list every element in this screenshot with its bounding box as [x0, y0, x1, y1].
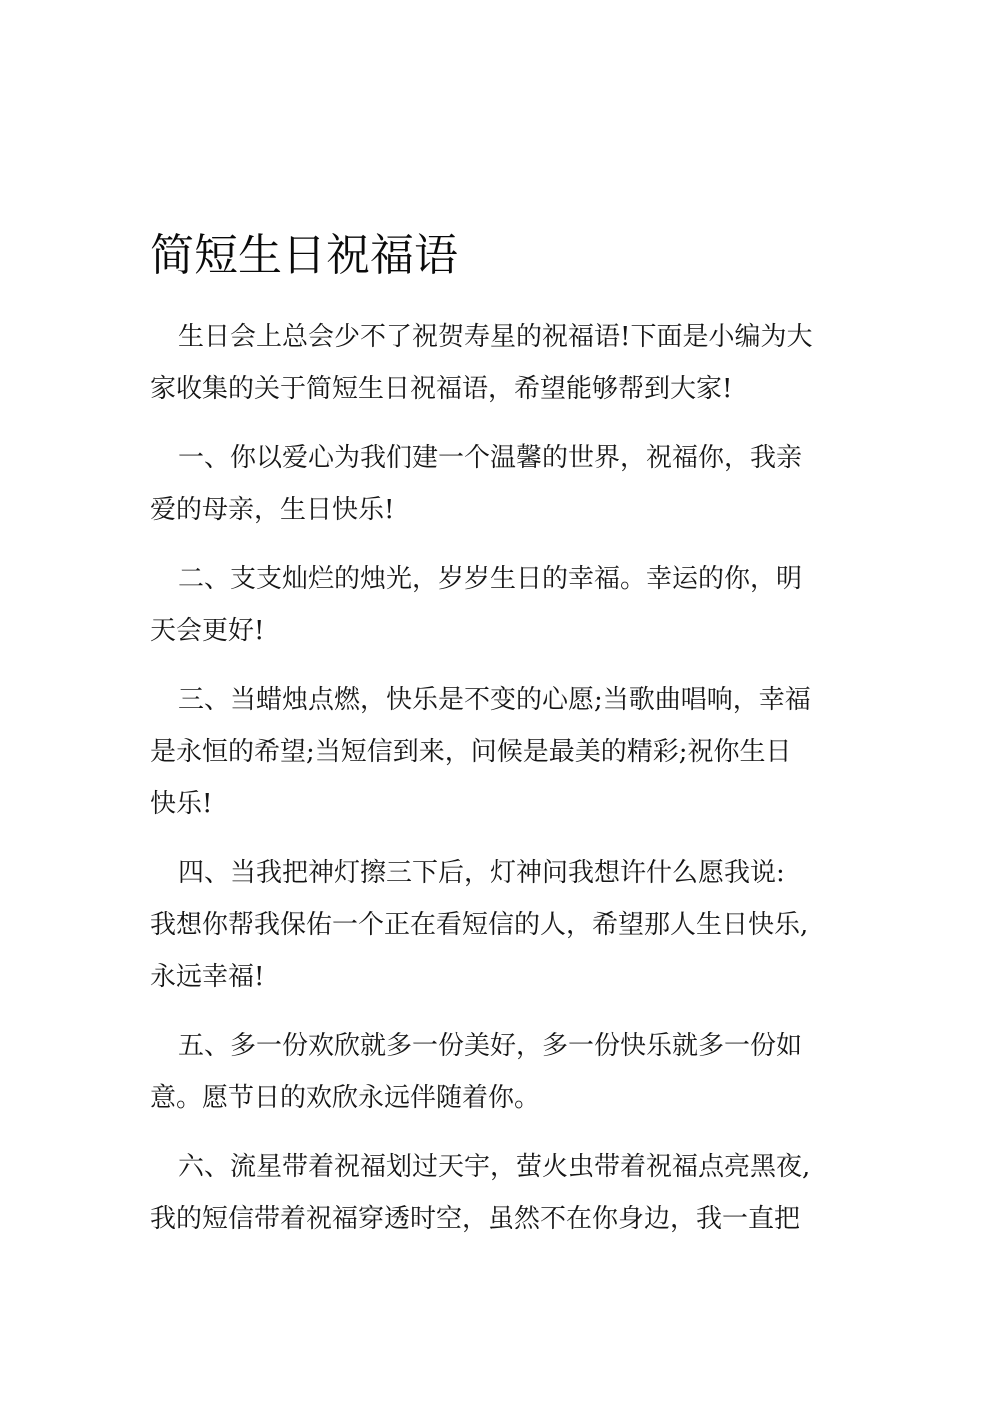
- paragraph-line: 五、多一份欢欣就多一份美好，多一份快乐就多一份如: [178, 1031, 803, 1061]
- paragraph-line: 意。愿节日的欢欣永远伴随着你。: [150, 1083, 541, 1113]
- paragraph-line: 生日会上总会少不了祝贺寿星的祝福语!下面是小编为大: [178, 322, 813, 352]
- paragraph-line: 一、你以爱心为我们建一个温馨的世界，祝福你，我亲: [178, 443, 803, 473]
- paragraph-line: 六、流星带着祝福划过天宇，萤火虫带着祝福点亮黑夜,: [178, 1152, 811, 1182]
- paragraph-line: 我想你帮我保佑一个正在看短信的人，希望那人生日快乐,: [150, 910, 809, 940]
- paragraph-line: 二、支支灿烂的烛光，岁岁生日的幸福。幸运的你，明: [178, 564, 803, 594]
- paragraph-line: 我的短信带着祝福穿透时空，虽然不在你身边，我一直把: [150, 1204, 801, 1234]
- paragraph-line: 是永恒的希望;当短信到来，问候是最美的精彩;祝你生日: [150, 737, 792, 767]
- paragraph-line: 快乐!: [150, 789, 213, 819]
- document-title: 简短生日祝福语: [150, 230, 458, 281]
- paragraph-line: 爱的母亲，生日快乐!: [150, 495, 395, 525]
- paragraph-line: 天会更好!: [150, 616, 265, 646]
- paragraph-line: 四、当我把神灯擦三下后，灯神问我想许什么愿我说:: [178, 858, 785, 888]
- paragraph-line: 三、当蜡烛点燃，快乐是不变的心愿;当歌曲唱响，幸福: [178, 685, 811, 715]
- paragraph-line: 家收集的关于简短生日祝福语，希望能够帮到大家!: [150, 374, 733, 404]
- paragraph-line: 永远幸福!: [150, 962, 265, 992]
